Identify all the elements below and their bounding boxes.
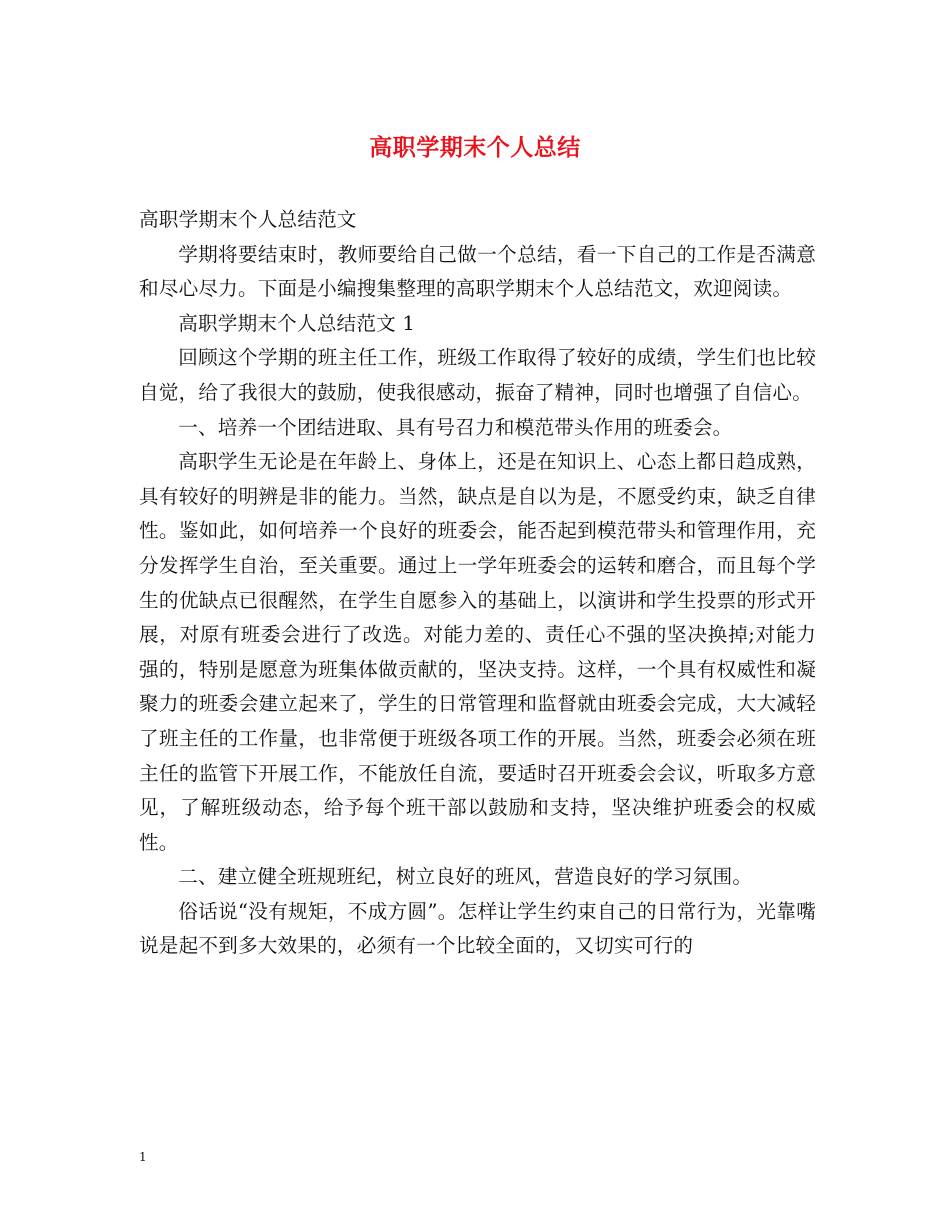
page-number: 1 — [139, 1150, 147, 1164]
body-paragraph: 俗话说“没有规矩，不成方圆”。怎样让学生约束自己的日常行为，光靠嘴说是起不到多大效果的，必须有一个比较全面的，又切实可行的 — [139, 899, 816, 958]
intro-paragraph: 学期将要结束时，教师要给自己做一个总结，看一下自己的工作是否满意和尽心尽力。下面是小编搜集整理的高职学期末个人总结范文，欢迎阅读。 — [139, 242, 816, 301]
section-heading-two: 二、建立健全班规班纪，树立良好的班风，营造良好的学习氛围。 — [178, 865, 753, 889]
document-body — [139, 203, 816, 964]
document-subtitle: 高职学期末个人总结范文 — [139, 208, 357, 231]
body-paragraph: 回顾这个学期的班主任工作，班级工作取得了较好的成绩，学生们也比较自觉，给了我很大的鼓励，使我很感动，振奋了精神，同时也增强了自信心。 — [139, 346, 816, 404]
body-paragraph: 高职学生无论是在年龄上、身体上，还是在知识上、心态上都日趋成熟，具有较好的明辨是非的能力。当然，缺点是自以为是，不愿受约束，缺乏自律性。鉴如此，如何培养一个良好的班委会，能否起到模范带头和管理作用，充分发挥学生自治，至关重要。通过上一学年班委会的运转和磨合，而且每个学生的优缺点已很醒然，在学生自愿参入的基础上，以演讲和学生投票的形式开展，对原有班委会进行了改选。对能力差的、责任心不强的坚决换掉;对能力强的，特别是愿意为班集体做贡献的，坚决支持。这样，一个具有权威性和凝聚力的班委会建立起来了，学生的日常管理和监督就由班委会完成，大大减轻了班主任的工作量，也非常便于班级各项工作的开展。当然，班委会必须在班主任的监管下开展工作，不能放任自流，要适时召开班委会会议，听取多方意见，了解班级动态，给予每个班干部以鼓励和支持，坚决维护班委会的权威性。 — [139, 450, 816, 854]
section-heading-one: 一、培养一个团结进取、具有号召力和模范带头作用的班委会。 — [178, 415, 733, 439]
section-heading-sample-1: 高职学期末个人总结范文 1 — [178, 311, 416, 335]
document-title: 高职学期末个人总结 — [369, 134, 581, 161]
